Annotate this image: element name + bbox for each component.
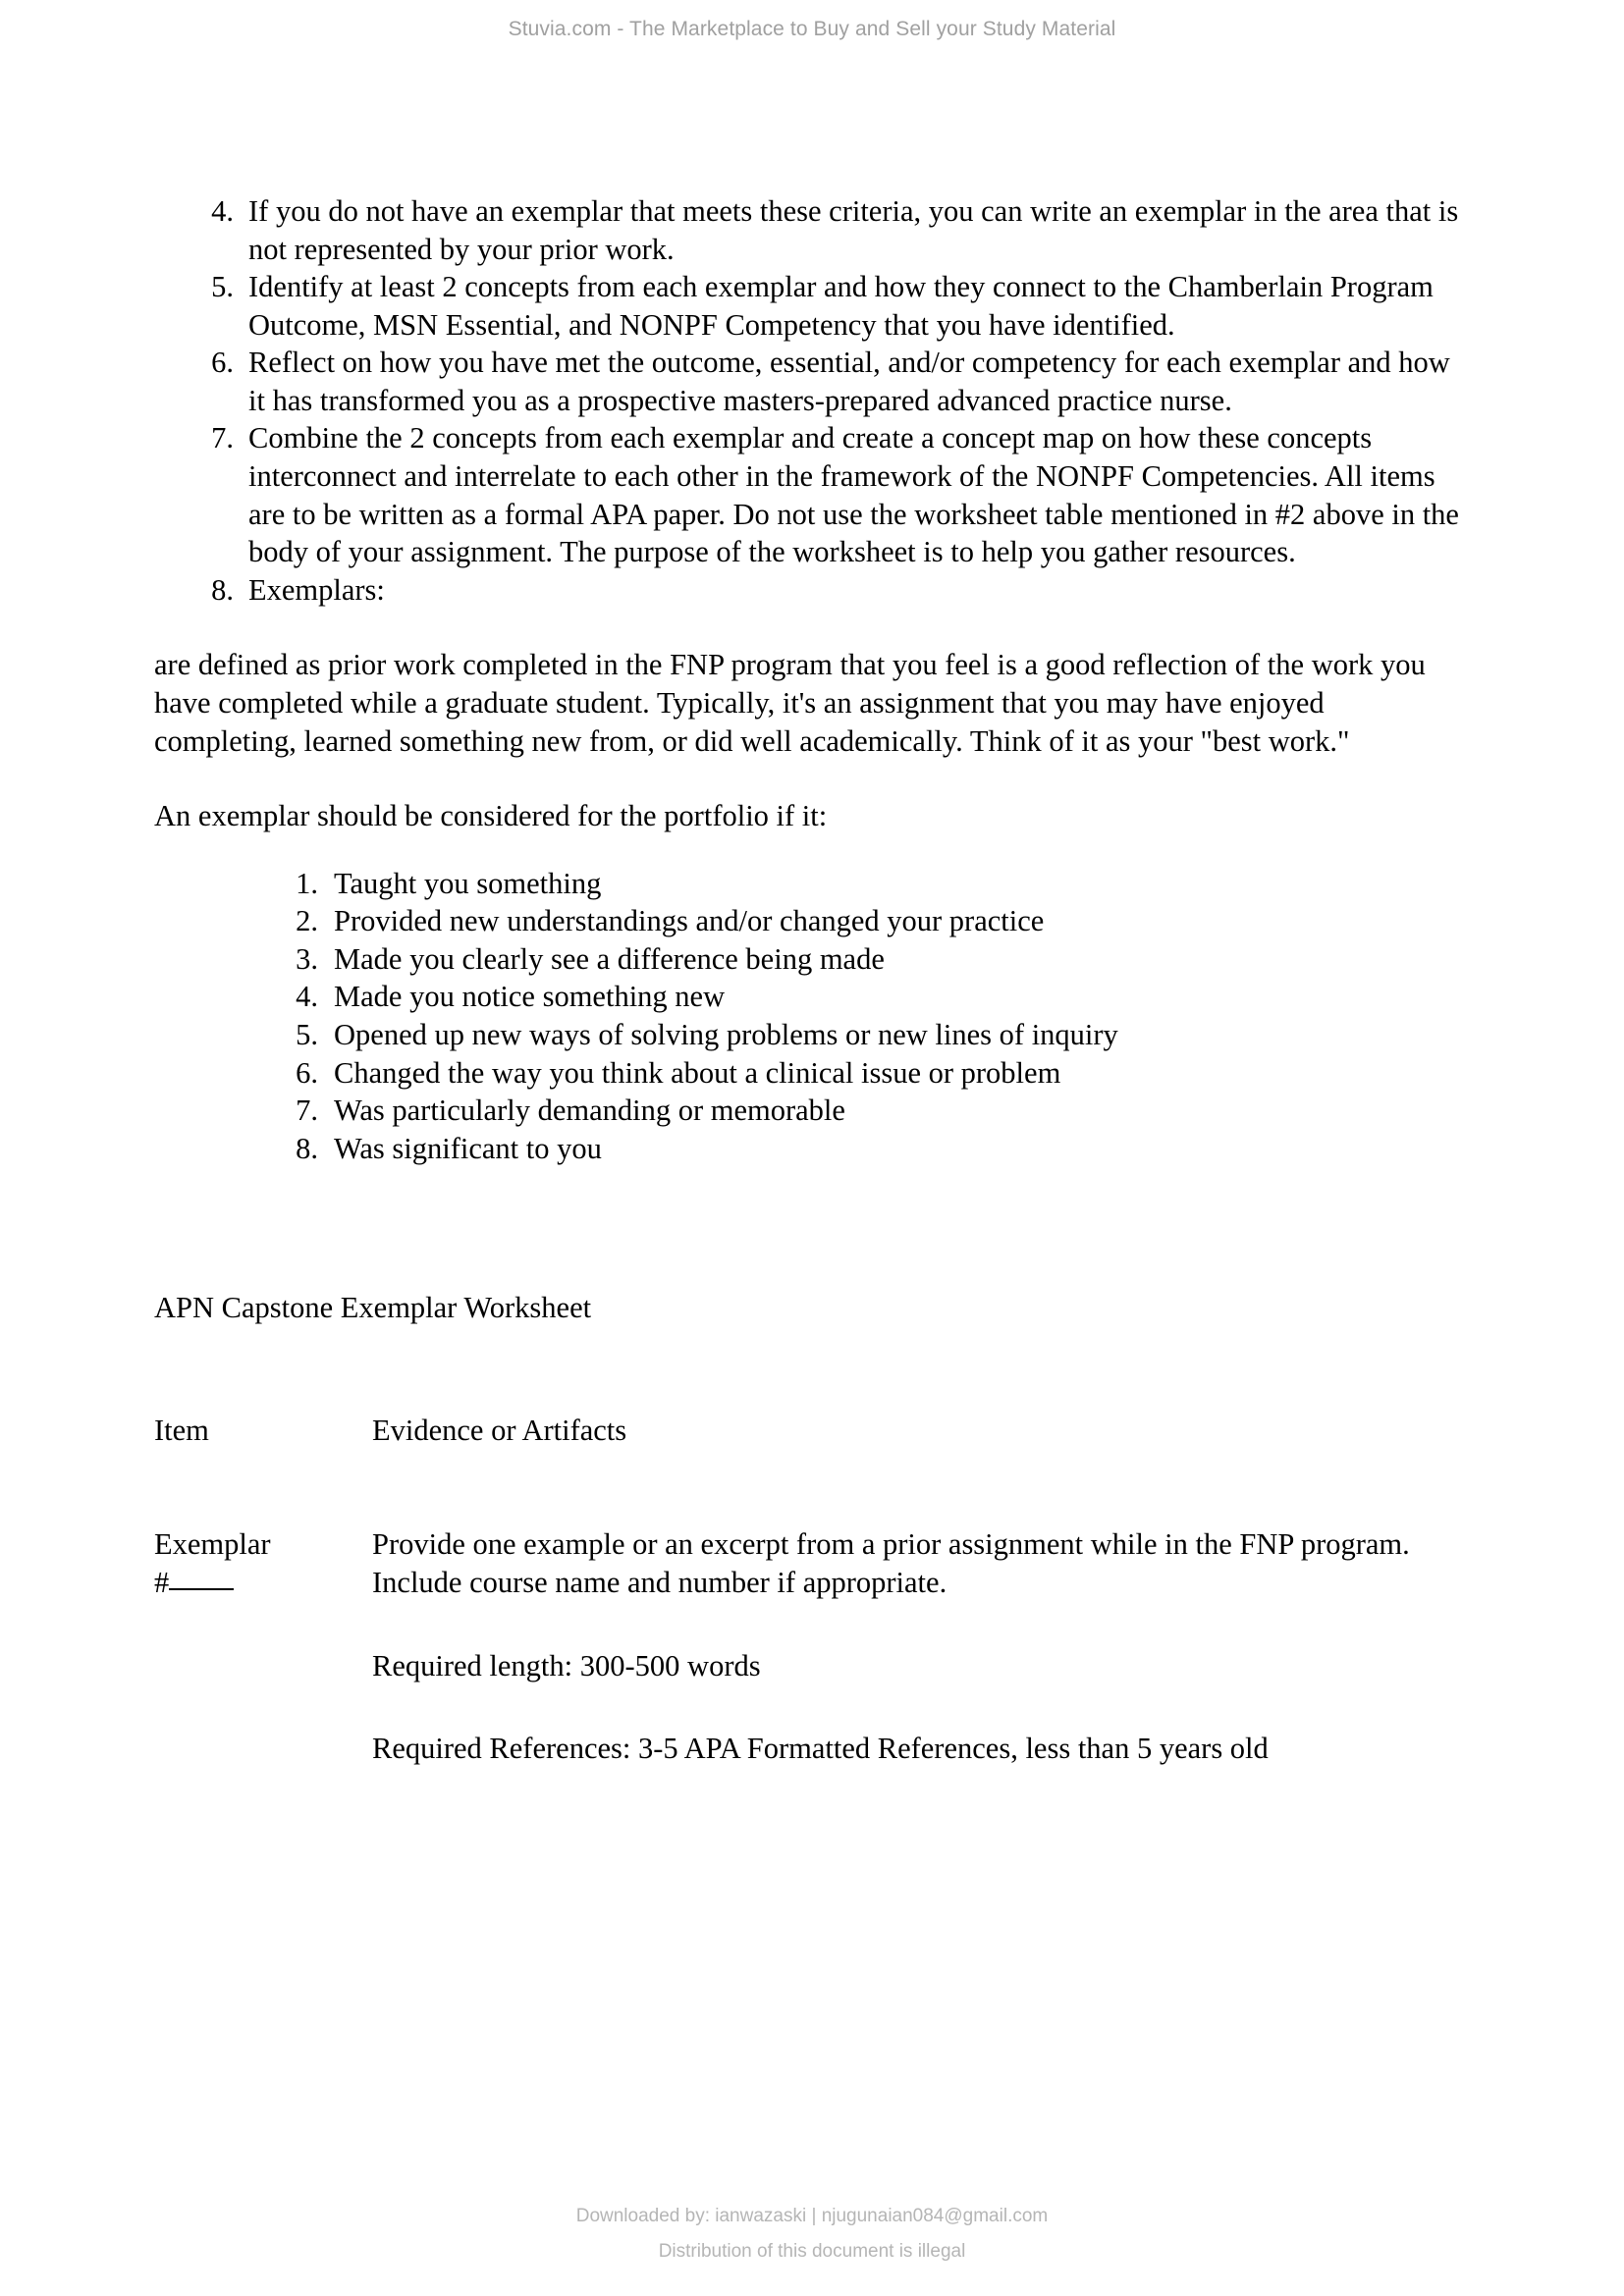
hash-symbol: # (154, 1566, 170, 1600)
consideration-list (285, 865, 1469, 1168)
worksheet-table (154, 1412, 1421, 1768)
stuvia-watermark-header: Stuvia.com - The Marketplace to Buy and Sell your Study Material (508, 18, 1116, 40)
evidence-main-text: Provide one example or an excerpt from a prior assignment while in the FNP program. Include course name and number if appropriate. (372, 1527, 1410, 1600)
list-item (285, 1092, 1469, 1130)
table-spacer-row (154, 1449, 1421, 1525)
spacer (192, 1327, 1469, 1412)
table-header-row (154, 1412, 1421, 1450)
list-item (285, 1130, 1469, 1168)
list-item-number: 2. (296, 904, 318, 938)
list-item (285, 978, 1469, 1016)
list-item-text: Made you clearly see a difference being made (334, 941, 885, 976)
spacer (192, 609, 1469, 646)
list-item-text: Provided new understandings and/or changed your practice (334, 904, 1045, 938)
consideration-lead-paragraph: An exemplar should be considered for the portfolio if it: (154, 799, 828, 833)
document-body (154, 192, 1469, 1768)
list-item (285, 902, 1469, 940)
list-item (192, 268, 1469, 344)
list-item-number: 6. (211, 346, 234, 380)
list-item-text: Was particularly demanding or memorable (334, 1094, 845, 1128)
list-item-number: 7. (211, 421, 234, 455)
evidence-required-references: Required References: 3-5 APA Formatted References, less than 5 years old (372, 1732, 1269, 1766)
list-item-text: Exemplars: (248, 572, 385, 607)
exemplar-definition-paragraph: are defined as prior work completed in the FNP program that you feel is a good reflection of the work you have completed while a graduate student. Typically, it's an assignment that you may have enjoyed completing, learned something new from, or did well academically. Think of it as your "best work." (154, 648, 1426, 758)
list-item-text: Reflect on how you have met the outcome, essential, and/or competency for each exemplar and how it has transformed you as a prospective masters-prepared advanced practice nurse. (248, 346, 1450, 417)
row-label-cell (154, 1525, 372, 1767)
table-row (154, 1525, 1421, 1767)
downloaded-by-text: Downloaded by: ianwazaski | njugunaian084@gmail.com (575, 2206, 1049, 2226)
list-item-text: Made you notice something new (334, 980, 726, 1014)
list-item-text: Opened up new ways of solving problems or new lines of inquiry (334, 1017, 1118, 1051)
spacer (192, 1167, 1469, 1289)
list-item-text: Combine the 2 concepts from each exemplar and create a concept map on how these concepts interconnect and interrelate to each other in the framework of the NONPF Competencies. All items are to be written as a formal APA paper. Do not use the worksheet table mentioned in #2 above in the body of your assignment. The purpose of the worksheet is to help you gather resources. (248, 421, 1459, 569)
list-item (285, 1054, 1469, 1093)
list-item-number: 7. (296, 1094, 318, 1128)
column-header-item: Item (154, 1413, 209, 1447)
list-item-number: 8. (211, 572, 234, 607)
list-item-text: Taught you something (334, 866, 602, 900)
list-item-number: 3. (296, 941, 318, 976)
list-item (285, 940, 1469, 979)
blank-fill-in-rule[interactable] (169, 1588, 234, 1590)
row-label-line1: Exemplar (154, 1527, 271, 1562)
column-header-evidence: Evidence or Artifacts (372, 1413, 627, 1447)
list-item-text: If you do not have an exemplar that meets these criteria, you can write an exemplar in the area that is not represented by your prior work. (248, 194, 1459, 266)
spacer (192, 835, 1469, 865)
list-item (285, 865, 1469, 903)
table-spacer-cell (372, 1449, 1421, 1525)
spacer (192, 760, 1469, 797)
list-item-number: 6. (296, 1055, 318, 1090)
list-item-text: Was significant to you (334, 1131, 602, 1165)
row-evidence-cell (372, 1525, 1421, 1767)
list-item-number: 5. (296, 1017, 318, 1051)
list-item-text: Identify at least 2 concepts from each exemplar and how they connect to the Chamberlain Program Outcome, MSN Essential, and NONPF Competency that you have identified. (248, 270, 1434, 342)
evidence-required-length: Required length: 300-500 words (372, 1648, 761, 1682)
list-item-text: Changed the way you think about a clinical issue or problem (334, 1055, 1061, 1090)
worksheet-title: APN Capstone Exemplar Worksheet (154, 1291, 592, 1325)
list-item-number: 5. (211, 270, 234, 304)
row-label-line2 (154, 1564, 372, 1602)
instructions-list (192, 192, 1469, 609)
list-item-number: 4. (211, 194, 234, 228)
list-item-number: 1. (296, 866, 318, 900)
list-item (192, 571, 1469, 610)
stuvia-watermark-footer (0, 2206, 1624, 2263)
distribution-notice-text: Distribution of this document is illegal (658, 2241, 966, 2262)
list-item (192, 192, 1469, 268)
list-item (285, 1016, 1469, 1054)
list-item-number: 8. (296, 1131, 318, 1165)
table-spacer-cell (154, 1449, 372, 1525)
list-item (192, 419, 1469, 570)
list-item-number: 4. (296, 980, 318, 1014)
list-item (192, 344, 1469, 419)
